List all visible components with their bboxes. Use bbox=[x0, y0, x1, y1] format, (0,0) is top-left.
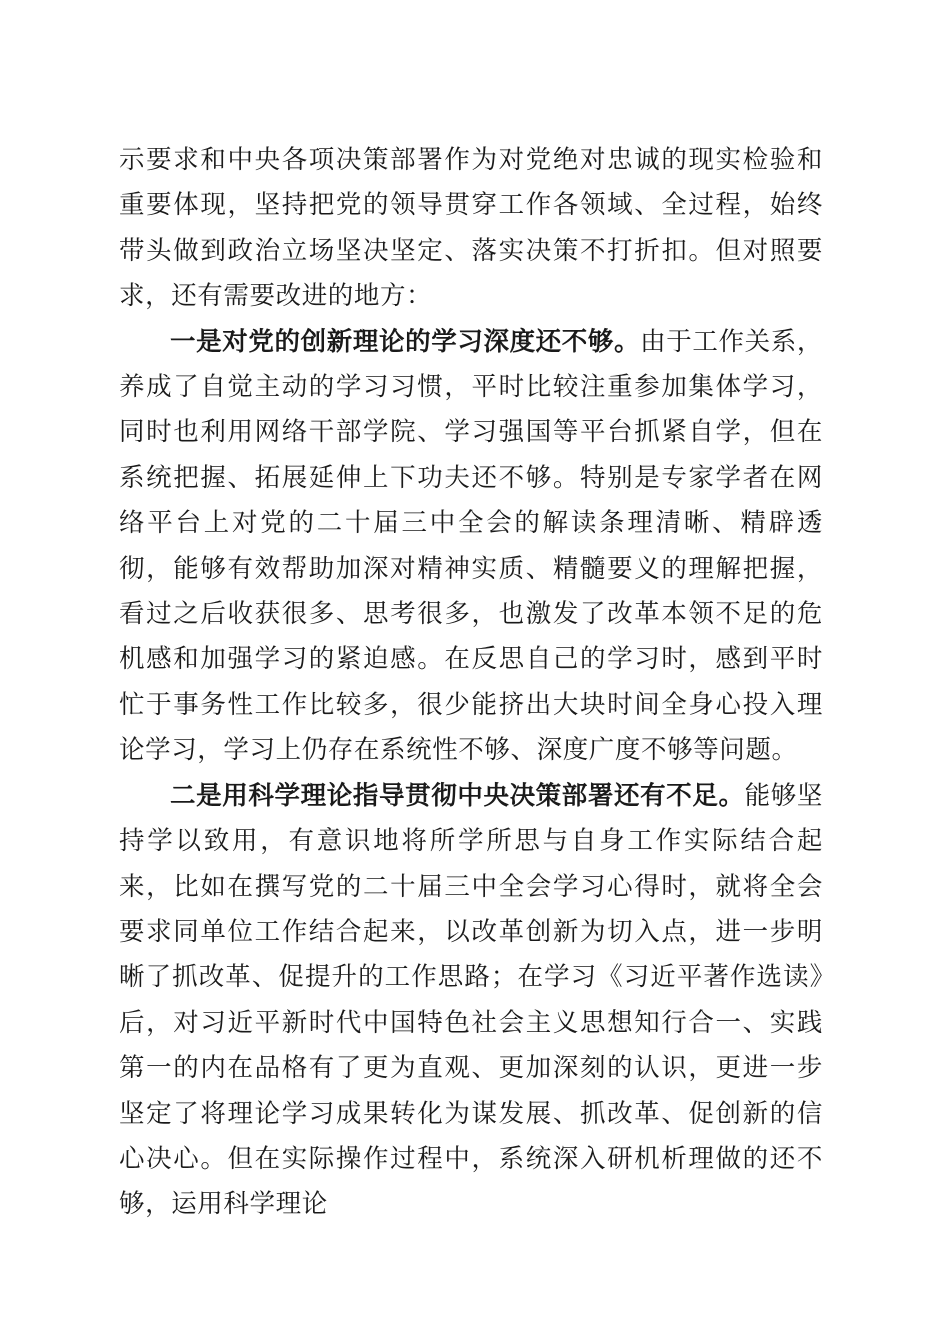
document-body bbox=[119, 138, 823, 1228]
paragraph-point-one bbox=[119, 320, 823, 774]
paragraph-lead-heading: 一是对党的创新理论的学习深度还不够。 bbox=[170, 326, 641, 357]
paragraph-lead-heading: 二是用科学理论指导贯彻中央决策部署还有不足。 bbox=[170, 780, 745, 811]
paragraph-text: 由于工作关系，养成了自觉主动的学习习惯，平时比较注重参加集体学习，同时也利用网络干部学院、学习强国等平台抓紧自学，但在系统把握、拓展延伸上下功夫还不够。特别是专家学者在网络平台上对党的二十届三中全会的解读条理清晰、精辟透彻，能够有效帮助加深对精神实质、精髓要义的理解把握，看过之后收获很多、思考很多，也激发了改革本领不足的危机感和加强学习的紧迫感。在反思自己的学习时，感到平时忙于事务性工作比较多，很少能挤出大块时间全身心投入理论学习，学习上仍存在系统性不够、深度广度不够等问题。 bbox=[119, 326, 823, 766]
paragraph-continuation bbox=[119, 138, 823, 320]
paragraph-text: 示要求和中央各项决策部署作为对党绝对忠诚的现实检验和重要体现，坚持把党的领导贯穿工作各领域、全过程，始终带头做到政治立场坚决坚定、落实决策不打折扣。但对照要求，还有需要改进的地方： bbox=[119, 145, 823, 312]
paragraph-point-two bbox=[119, 774, 823, 1228]
paragraph-text: 能够坚持学以致用，有意识地将所学所思与自身工作实际结合起来，比如在撰写党的二十届三中全会学习心得时，就将全会要求同单位工作结合起来，以改革创新为切入点，进一步明晰了抓改革、促提升的工作思路；在学习《习近平著作选读》后，对习近平新时代中国特色社会主义思想知行合一、实践第一的内在品格有了更为直观、更加深刻的认识，更进一步坚定了将理论学习成果转化为谋发展、抓改革、促创新的信心决心。但在实际操作过程中，系统深入研机析理做的还不够，运用科学理论 bbox=[119, 780, 823, 1220]
